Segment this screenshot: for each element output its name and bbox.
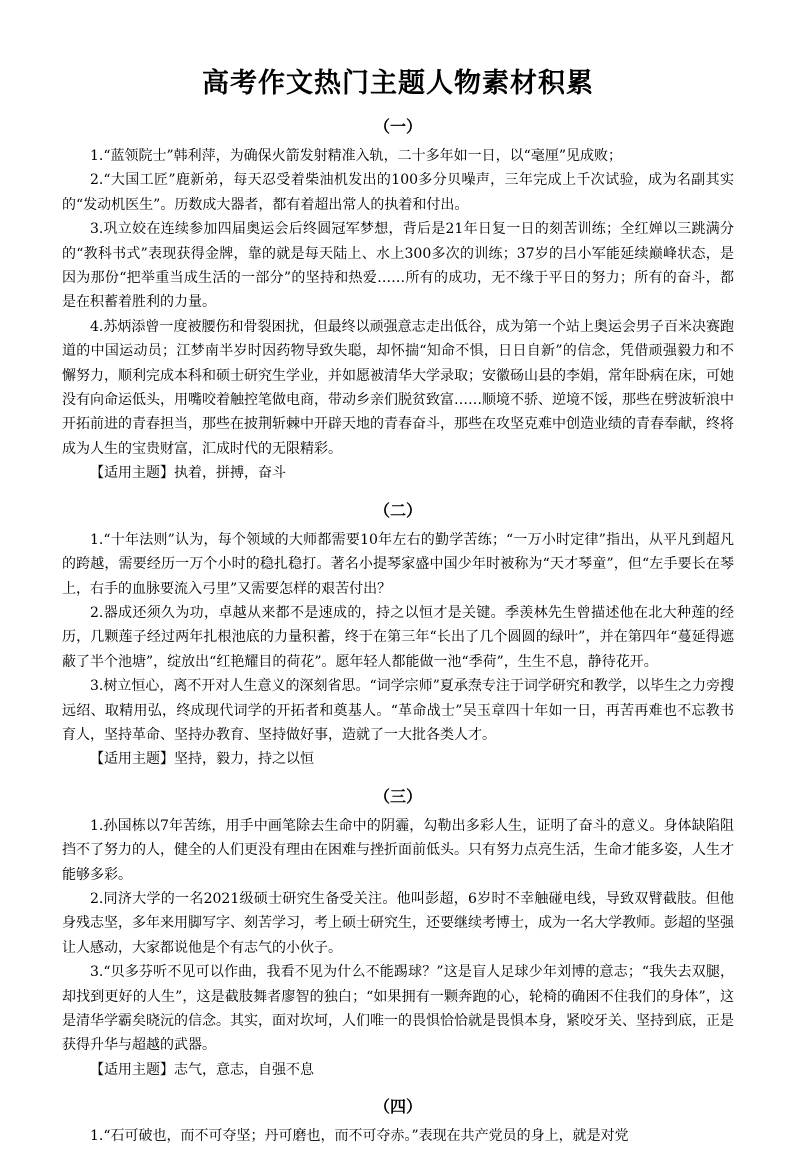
section-heading: （二）: [373, 500, 422, 520]
document-page: [62, 62, 734, 1155]
document-title: 高考作文热门主题人物素材积累: [202, 68, 594, 99]
section-3: [62, 784, 734, 1082]
applicable-theme: 【适用主题】坚持，毅力，持之以恒: [90, 751, 314, 768]
paragraph: 1.“石可破也，而不可夺坚；丹可磨也，而不可夺赤。”表现在共产党员的身上，就是对党: [90, 1128, 629, 1145]
paragraph: 3.“贝多芬听不见可以作曲，我看不见为什么不能踢球？”这是盲人足球少年刘博的意志；“我失去双腿，却找到更好的人生”，这是截肢舞者廖智的独白；“如果拥有一颗奔跑的心，轮椅的确困不住我们的身体”，这是清华学霸矣晓沅的信念。其实，面对坎坷，人们唯一的畏惧恰恰就是畏惧本身，紧咬牙关、坚持到底，正是获得升华与超越的武器。: [62, 964, 734, 1054]
section-heading: （四）: [373, 1097, 422, 1117]
paragraph: 2.器成还须久为功，卓越从来都不是速成的，持之以恒才是关键。季羡林先生曾描述他在北大种莲的经历，几颗莲子经过两年扎根池底的力量积蓄，终于在第三年“长出了几个圆圆的绿叶”，并在第四年“蔓延得遮蔽了半个池塘”，绽放出“红艳耀目的荷花”。愿年轻人都能做一池“季荷”，生生不息，静待花开。: [62, 604, 734, 670]
applicable-theme: 【适用主题】执着，拼搏，奋斗: [90, 465, 286, 482]
paragraph: 1.“十年法则”认为，每个领域的大师都需要10年左右的勤学苦练；“一万小时定律”指出，从平凡到超凡的跨越，需要经历一万个小时的稳扎稳打。著名小提琴家盛中国少年时被称为“天才琴童”，但“左手要长在琴上，右手的血脉要流入弓里”又需要怎样的艰苦付出？: [62, 531, 734, 597]
paragraph: 2.“大国工匠”鹿新弟，每天忍受着柴油机发出的100多分贝噪声，三年完成上千次试验，成为名副其实的“发动机医生”。历数成大器者，都有着超出常人的执着和付出。: [62, 172, 734, 213]
section-4: [62, 1094, 734, 1148]
paragraph: 3.巩立姣在连续参加四届奥运会后终圆冠军梦想，背后是21年日复一日的刻苦训练；全红婵以三跳满分的“教科书式”表现获得金牌，靠的就是每天陆上、水上300多次的训练；37岁的吕小军能延续巅峰状态，是因为那份“把举重当成生活的一部分”的坚持和热爱……所有的成功，无不缘于平日的努力；所有的奋斗，都是在积蓄着胜利的力量。: [62, 221, 734, 311]
paragraph: 1.孙国栋以7年苦练，用手中画笔除去生命中的阴霾，勾勒出多彩人生，证明了奋斗的意义。身体缺陷阻挡不了努力的人，健全的人们更没有理由在困难与挫折面前低头。只有努力点亮生活，生命才能多姿，人生才能够多彩。: [62, 817, 734, 883]
section-2: [62, 498, 734, 772]
applicable-theme: 【适用主题】志气，意志，自强不息: [90, 1061, 314, 1078]
paragraph: 4.苏炳添曾一度被腰伤和骨裂困扰，但最终以顽强意志走出低谷，成为第一个站上奥运会男子百米决赛跑道的中国运动员；江梦南半岁时因药物导致失聪，却怀揣“知命不惧，日日自新”的信念，凭借顽强毅力和不懈努力，顺利完成本科和硕士研究生学业，并如愿被清华大学录取；安徽砀山县的李娟，常年卧病在床，可她没有向命运低头，用嘴咬着触控笔做电商，带动乡亲们脱贫致富……顺境不骄、逆境不馁，那些在劈波斩浪中开拓前进的青春担当，那些在披荆斩棘中开辟天地的青春奋斗，那些在攻坚克难中创造业绩的青春奉献，终将成为人生的宝贵财富，汇成时代的无限精彩。: [62, 318, 734, 457]
section-1: [62, 114, 734, 486]
section-heading: （一）: [373, 117, 422, 136]
section-heading: （三）: [373, 786, 422, 806]
paragraph: 2.同济大学的一名2021级硕士研究生备受关注。他叫彭超，6岁时不幸触碰电线，导致双臂截肢。但他身残志坚，多年来用脚写字、刻苦学习，考上硕士研究生，还要继续考博士，成为一名大学教师。彭超的坚强让人感动，大家都说他是个有志气的小伙子。: [62, 890, 734, 956]
paragraph: 1.“蓝领院士”韩利萍，为确保火箭发射精准入轨，二十多年如一日，以“毫厘”见成败；: [90, 148, 622, 164]
paragraph: 3.树立恒心，离不开对人生意义的深刻省思。“词学宗师”夏承焘专注于词学研究和教学，以毕生之力旁搜远绍、取精用弘，终成现代词学的开拓者和奠基人。“革命战士”吴玉章四十年如一日，再苦再难也不忘教书育人，坚持革命、坚持办教育、坚持做好事，造就了一大批各类人才。: [62, 678, 734, 743]
